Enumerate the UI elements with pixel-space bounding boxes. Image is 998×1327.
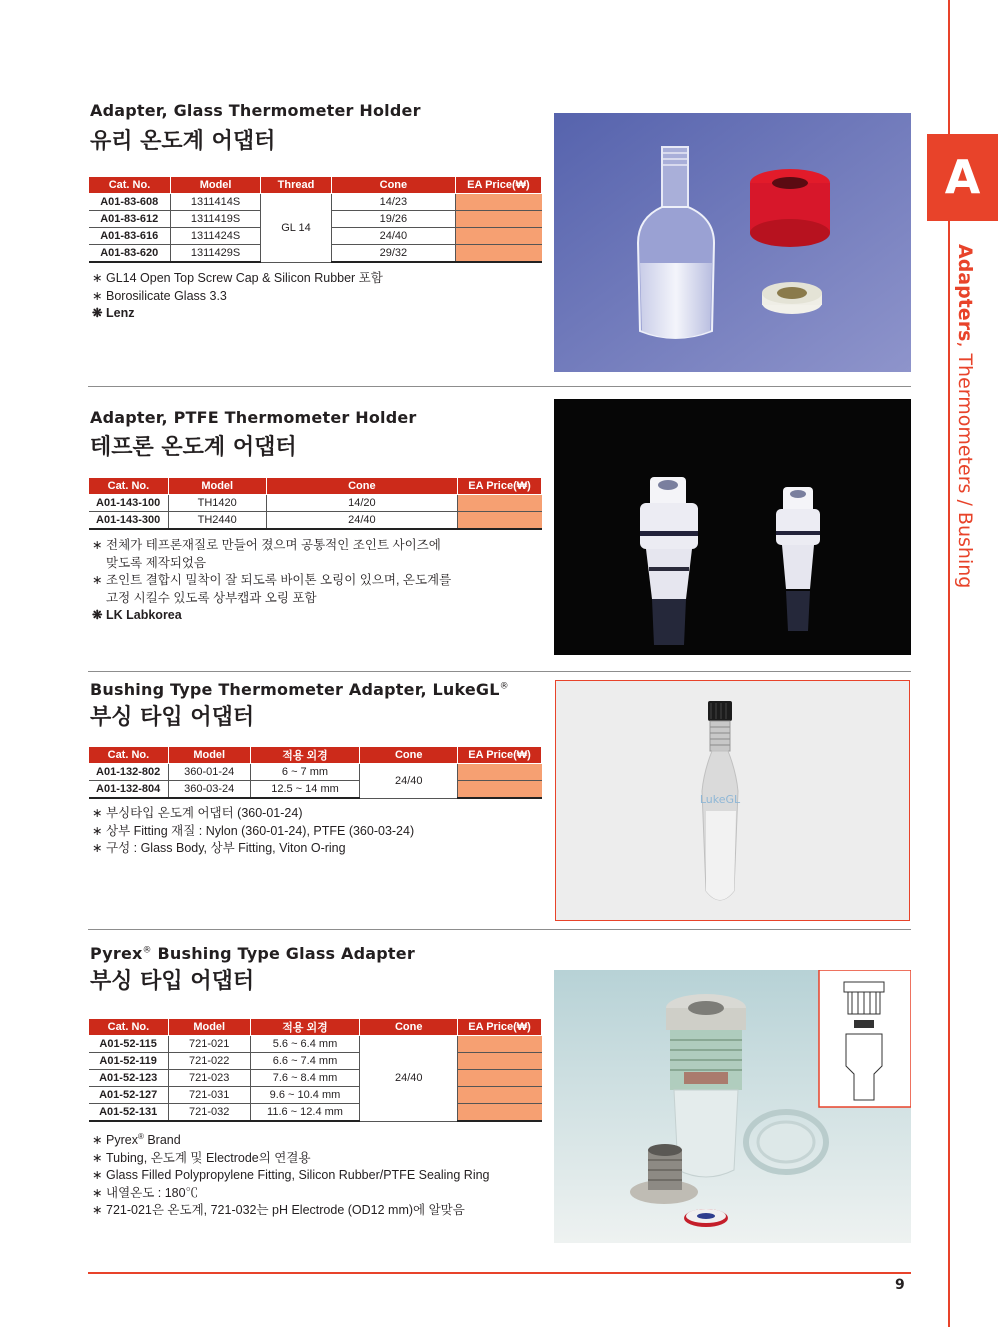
outer-diameter: 6.6 ~ 7.4 mm [250,1053,360,1070]
table-row [89,1036,542,1053]
section1-spec-table [88,177,542,263]
price-cell [458,1104,542,1122]
note: Glass Filled Polypropylene Fitting, Silicon Rubber/PTFE Sealing Ring [106,1168,490,1183]
note: Borosilicate Glass 3.3 [106,288,227,303]
table-row [89,1070,542,1087]
price-cell [458,1053,542,1070]
cone: 24/40 [360,1036,458,1122]
model: 1311424S [170,228,260,245]
thread: GL 14 [261,194,332,263]
section4-notes: ∗ Pyrex® Brand ∗ Tubing, 온도계 및 Electrode의 연결용 ∗ Glass Filled Polypropylene Fitting, Silicon Rubber/PTFE Sealing Ring ∗ 내열온도 : 180℃ ∗ 721-021은 온도계, 721-032는 pH Electrode (OD12 mm)에 알맞음 [92,1132,490,1218]
note: 조인트 결합시 밀착이 잘 되도록 바이톤 오링이 있으며, 온도계를 [106,573,452,587]
note: 721-021은 온도계, 721-032는 pH Electrode (OD12 mm)에 알맞음 [106,1203,465,1218]
section4-title-kr: 부싱 타입 어댑터 [90,969,255,994]
col-thread: Thread [261,177,332,194]
category-bold: Adapters [954,244,976,342]
section1-title-kr: 유리 온도계 어댑터 [90,129,276,154]
cat-no: A01-132-802 [89,764,169,781]
table-header-row [89,177,542,194]
model: 1311429S [170,245,260,263]
section1-notes: ∗ GL14 Open Top Screw Cap & Silicon Rubber 포함 ∗ Borosilicate Glass 3.3 ❋ Lenz [92,271,383,320]
note: 내열온도 : 180℃ [106,1185,199,1200]
model: 721-031 [168,1087,250,1104]
cat-no: A01-143-100 [89,495,169,512]
cat-no: A01-83-612 [89,211,171,228]
cat-no: A01-83-608 [89,194,171,211]
table-row [89,512,542,530]
section4-spec-table [88,1019,542,1122]
section2-title-en: Adapter, PTFE Thermometer Holder [90,408,417,427]
col-cat-no: Cat. No. [89,177,171,194]
section2-spec-table [88,478,542,530]
glass-holder-photo [554,113,911,372]
outer-diameter: 6 ~ 7 mm [250,764,360,781]
page-number: 9 [895,1277,905,1293]
section2-title-kr: 테프론 온도계 어댑터 [90,435,297,460]
cat-no: A01-52-115 [89,1036,169,1053]
note: 맞도록 제작되었음 [106,555,207,570]
section3-title-en: Bushing Type Thermometer Adapter, LukeGL® [90,680,509,699]
table-row [89,1104,542,1122]
pyrex-adapter-photo [554,970,911,1243]
col-price: EA Price(₩) [458,1019,542,1036]
table-header-row [89,478,542,495]
col-price: EA Price(₩) [455,177,541,194]
brand-name: Lenz [106,306,135,320]
price-cell [458,1070,542,1087]
outer-diameter: 9.6 ~ 10.4 mm [250,1087,360,1104]
price-cell [458,495,542,512]
note: 구성 : Glass Body, 상부 Fitting, Viton O-ring [106,841,346,855]
photo-label: LukeGL [699,793,741,806]
col-cone: Cone [266,478,457,495]
section2-notes: ∗ 전체가 테프론재질로 만들어 졌으며 공통적인 조인트 사이즈에 맞도록 제작되었음 ∗ 조인트 결합시 밀착이 잘 되도록 바이톤 오링이 있으며, 온도계를 고정 시킬수 있도록 상부캡과 오링 포함 ❋ LK Labkorea [92,538,452,622]
cat-no: A01-83-616 [89,228,171,245]
section-tab-letter: A [927,134,998,221]
cone: 24/40 [331,228,455,245]
cone: 24/40 [360,764,458,799]
note: Brand [147,1133,181,1148]
col-model: Model [168,478,266,495]
table-header-row [89,1019,542,1036]
note: 고정 시킬수 있도록 상부캡과 오링 포함 [106,590,317,605]
note: Pyrex [106,1133,138,1148]
section-divider [88,671,911,672]
model: 721-032 [168,1104,250,1122]
col-cone: Cone [331,177,455,194]
cone: 14/23 [331,194,455,211]
cat-no: A01-143-300 [89,512,169,530]
section1-title-en: Adapter, Glass Thermometer Holder [90,101,421,120]
table-row [89,194,542,211]
model: 1311414S [170,194,260,211]
cat-no: A01-52-131 [89,1104,169,1122]
col-od: 적용 외경 [250,747,360,764]
col-cone: Cone [360,747,458,764]
outer-diameter: 12.5 ~ 14 mm [250,781,360,799]
cone: 24/40 [266,512,457,530]
section3-title-kr: 부싱 타입 어댑터 [90,705,255,730]
model: 360-03-24 [168,781,250,799]
price-cell [458,512,542,530]
outer-diameter: 5.6 ~ 6.4 mm [250,1036,360,1053]
cat-no: A01-52-127 [89,1087,169,1104]
model: 1311419S [170,211,260,228]
col-cat-no: Cat. No. [89,478,169,495]
col-price: EA Price(₩) [458,747,542,764]
cat-no: A01-52-119 [89,1053,169,1070]
col-model: Model [168,1019,250,1036]
note: Tubing, 온도계 및 Electrode의 연결용 [106,1150,311,1165]
model: 360-01-24 [168,764,250,781]
ptfe-holder-photo [554,399,911,655]
footer-rule [88,1272,911,1274]
price-cell [455,211,541,228]
col-cat-no: Cat. No. [89,747,169,764]
table-header-row [89,747,542,764]
section3-notes: ∗ 부싱타입 온도계 어댑터 (360-01-24) ∗ 상부 Fitting 재질 : Nylon (360-01-24), PTFE (360-03-24) ∗ 구성 : Glass Body, 상부 Fitting, Viton O-ring [92,806,415,855]
price-cell [455,228,541,245]
section-divider [88,929,911,930]
table-row [89,1087,542,1104]
model: 721-021 [168,1036,250,1053]
model: TH1420 [168,495,266,512]
model: 721-022 [168,1053,250,1070]
note: 전체가 테프론재질로 만들어 졌으며 공통적인 조인트 사이즈에 [106,538,441,552]
col-price: EA Price(₩) [458,478,542,495]
cat-no: A01-52-123 [89,1070,169,1087]
table-row [89,495,542,512]
note: 부싱타입 온도계 어댑터 (360-01-24) [106,806,303,820]
table-row [89,781,542,799]
cone: 29/32 [331,245,455,263]
outer-diameter: 7.6 ~ 8.4 mm [250,1070,360,1087]
table-row [89,764,542,781]
lukegl-adapter-photo [555,680,910,921]
price-cell [455,194,541,211]
col-model: Model [170,177,260,194]
price-cell [458,781,542,799]
cat-no: A01-132-804 [89,781,169,799]
note: 상부 Fitting 재질 : Nylon (360-01-24), PTFE (360-03-24) [106,823,415,838]
model: TH2440 [168,512,266,530]
table-row [89,1053,542,1070]
cat-no: A01-83-620 [89,245,171,263]
price-cell [458,1036,542,1053]
outer-diameter: 11.6 ~ 12.4 mm [250,1104,360,1122]
col-cat-no: Cat. No. [89,1019,169,1036]
brand-name: LK Labkorea [106,608,182,622]
col-model: Model [168,747,250,764]
section-divider [88,386,911,387]
col-od: 적용 외경 [250,1019,360,1036]
col-cone: Cone [360,1019,458,1036]
cone: 14/20 [266,495,457,512]
section-vertical-title [952,244,982,594]
section4-title-en: Pyrex® Bushing Type Glass Adapter [90,944,415,963]
price-cell [458,1087,542,1104]
section3-spec-table [88,747,542,799]
price-cell [458,764,542,781]
cone: 19/26 [331,211,455,228]
note: GL14 Open Top Screw Cap & Silicon Rubber 포함 [106,271,383,285]
price-cell [455,245,541,263]
category-rest: , Thermometers / Bushing [954,341,976,589]
model: 721-023 [168,1070,250,1087]
